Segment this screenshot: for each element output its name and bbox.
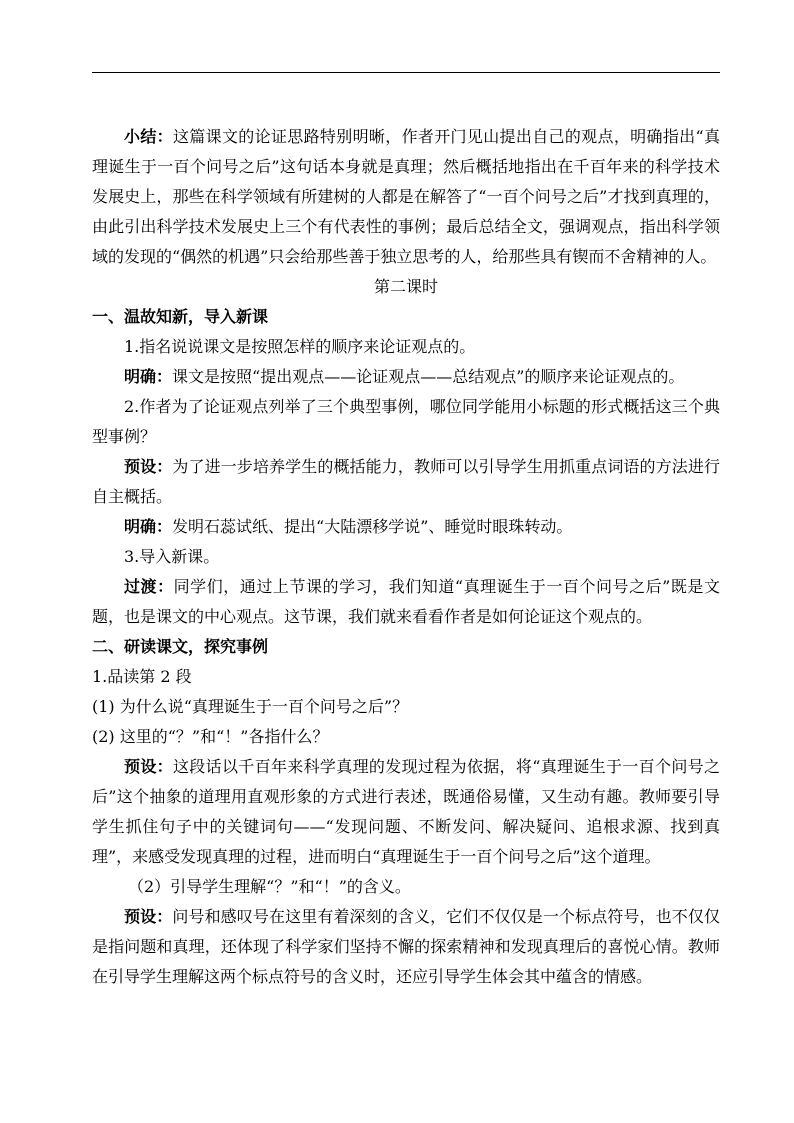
section2-preset-2 bbox=[92, 902, 720, 992]
preset-label: 预设： bbox=[124, 457, 173, 476]
transition-text: 同学们，通过上节课的学习，我们知道“真理诞生于一百个问号之后”既是文题，也是课文的中心观点。这节课，我们就来看看作者是如何论证这个观点的。 bbox=[92, 577, 720, 626]
document-body bbox=[92, 122, 720, 992]
transition-label: 过渡： bbox=[124, 577, 174, 596]
clarify-text: 课文是按照“提出观点——论证观点——总结观点”的顺序来论证观点的。 bbox=[172, 367, 685, 386]
section1-clarify-2 bbox=[92, 512, 720, 542]
preset-text: 为了进一步培养学生的概括能力，教师可以引导学生用抓重点词语的方法进行自主概括。 bbox=[92, 457, 720, 506]
section2-sub-1: (1) 为什么说“真理诞生于一百个问号之后”？ bbox=[92, 697, 409, 716]
section2-heading: 二、研读课文，探究事例 bbox=[92, 637, 269, 656]
section1-heading: 一、温故知新，导入新课 bbox=[92, 307, 269, 326]
summary-label: 小结： bbox=[124, 127, 173, 146]
section1-preset bbox=[92, 452, 720, 512]
lesson-title: 第二课时 bbox=[373, 277, 438, 296]
preset-label: 预设： bbox=[124, 907, 173, 926]
section2-item-1: 1.品读第 2 段 bbox=[92, 667, 192, 686]
summary-paragraph bbox=[92, 122, 720, 272]
section2-preset-1 bbox=[92, 752, 720, 872]
section1-question-3: 3.导入新课。 bbox=[124, 547, 220, 566]
section1-question-1: 1.指名说说课文是按照怎样的顺序来论证观点的。 bbox=[124, 337, 476, 356]
clarify-text: 发明石蕊试纸、提出“大陆漂移学说”、睡觉时眼珠转动。 bbox=[172, 517, 573, 536]
preset-label: 预设： bbox=[124, 757, 173, 776]
clarify-label: 明确： bbox=[124, 367, 173, 386]
section2-sub-2: (2) 这里的“？”和“！”各指什么？ bbox=[92, 727, 329, 746]
section2-sub-2b: （2）引导学生理解“？”和“！”的含义。 bbox=[128, 877, 411, 896]
header-rule bbox=[92, 72, 720, 73]
clarify-label: 明确： bbox=[124, 517, 173, 536]
preset-text: 问号和感叹号在这里有着深刻的含义，它们不仅仅是一个标点符号，也不仅仅是指问题和真理，还体现了科学家们坚持不懈的探索精神和发现真理后的喜悦心情。教师在引导学生理解这两个标点符号的含义时，还应引导学生体会其中蕴含的情感。 bbox=[92, 907, 720, 986]
summary-text: 这篇课文的论证思路特别明晰，作者开门见山提出自己的观点，明确指出“真理诞生于一百个问号之后”这句话本身就是真理；然后概括地指出在千百年来的科学技术发展史上，那些在科学领域有所建树的人都是在解答了“一百个问号之后”才找到真理的，由此引出科学技术发展史上三个有代表性的事例；最后总结全文，强调观点，指出科学领域的发现的“偶然的机遇”只会给那些善于独立思考的人，给那些具有锲而不舍精神的人。 bbox=[92, 127, 720, 266]
section1-clarify-1 bbox=[92, 362, 720, 392]
section1-transition bbox=[92, 572, 720, 632]
preset-text: 这段话以千百年来科学真理的发现过程为依据，将“真理诞生于一百个问号之后”这个抽象的道理用直观形象的方式进行表述，既通俗易懂，又生动有趣。教师要引导学生抓住句子中的关键词句——“发现问题、不断发问、解决疑问、追根求源、找到真理”，来感受发现真理的过程，进而明白“真理诞生于一百个问号之后”这个道理。 bbox=[92, 757, 720, 866]
section1-question-2: 2.作者为了论证观点列举了三个典型事例，哪位同学能用小标题的形式概括这三个典型事例？ bbox=[92, 397, 720, 446]
